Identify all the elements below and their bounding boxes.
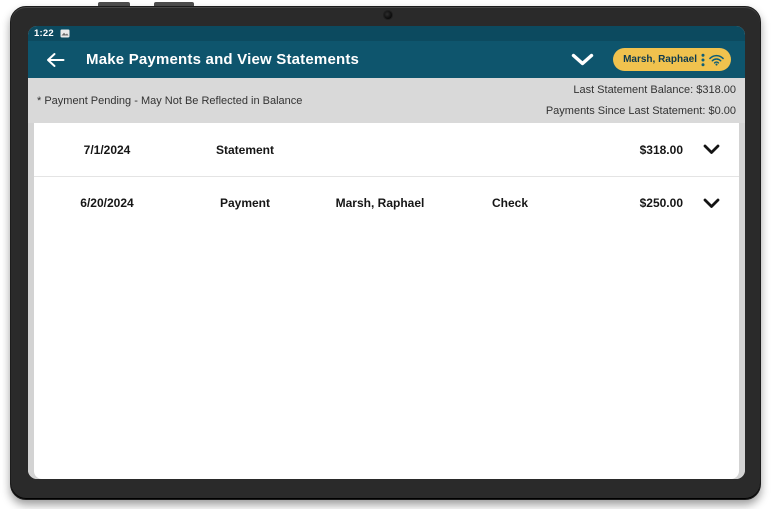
txn-method: Check [491,196,529,210]
back-button[interactable] [40,45,70,75]
app-screen [28,26,745,479]
chevron-down-icon [703,144,720,155]
account-chip[interactable] [613,48,731,71]
txn-date: 7/1/2024 [83,142,131,157]
chevron-down-icon [703,198,720,209]
last-statement-balance: Last Statement Balance: $318.00 [573,84,736,96]
account-name: Marsh, Raphael [623,54,697,65]
txn-type: Statement [215,142,274,157]
txn-date: 6/20/2024 [80,196,134,210]
front-camera [384,11,392,19]
expand-row-button[interactable] [683,144,739,155]
txn-amount: $318.00 [639,142,683,157]
back-arrow-icon [46,52,65,68]
chevron-down-icon [571,53,594,66]
expand-header-button[interactable] [565,45,599,75]
txn-name: Marsh, Raphael [335,196,425,210]
wifi-icon [709,54,724,66]
status-bar [28,26,745,41]
summary-bar [28,78,745,123]
payment-pending-note: * Payment Pending - May Not Be Reflected in Balance [37,94,303,107]
txn-type: Payment [219,196,271,210]
screenshot-notification-icon [60,29,70,38]
table-row-payment[interactable] [34,176,739,229]
page-title: Make Payments and View Statements [86,51,360,68]
expand-row-button[interactable] [683,198,739,209]
balance-summary [546,84,736,117]
payments-since-last-statement: Payments Since Last Statement: $0.00 [545,105,736,117]
kebab-menu-icon[interactable] [701,53,705,67]
app-header [28,41,745,78]
txn-amount: $250.00 [639,196,683,210]
transaction-list [34,123,739,479]
clock: 1:22 [34,28,54,39]
list-background [28,123,745,479]
table-row-statement[interactable] [34,123,739,176]
